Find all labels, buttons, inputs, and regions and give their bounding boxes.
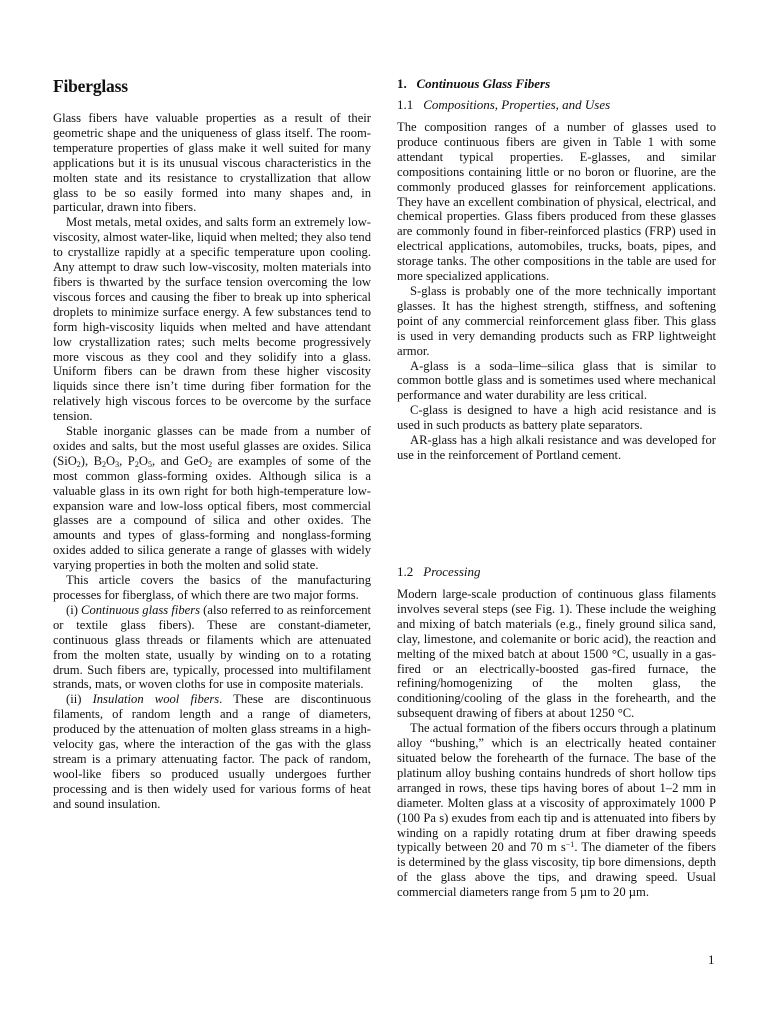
paragraph-a-glass: A-glass is a soda–lime–silica glass that is similar to common bottle glass and is sometimes used where mechanical performance and water durability are less critical. xyxy=(397,358,716,403)
page-title: Fiberglass xyxy=(53,76,128,96)
section-1-2-body xyxy=(397,587,716,900)
paragraph-continuous-fibers: (i) Continuous glass fibers (also referred to as reinforcement or textile glass fibers). These are constant-diameter, continuous glass threads or filaments which are attenuated from the molten state, usually by winding on to a rotating drum. Such fibers are, typically, processed into multifilament strands, mats, or woven cloths for use in composite materials. xyxy=(53,602,371,692)
paragraph-article-scope: This article covers the basics of the manufacturing processes for fiberglass, of which there are two major forms. xyxy=(53,573,371,602)
paragraph-insulation-wool: (ii) Insulation wool fibers. These are discontinuous filaments, of random length and a range of diameters, produced by the attenuation of molten glass streams in a high-velocity gas, where the interaction of the gas with the glass stream is a primary attenuating factor. The pack of random, wool-like fibers so produced usually undergoes further processing and is then widely used for various forms of heat and sound insulation. xyxy=(53,692,371,811)
paragraph-bushing: The actual formation of the fibers occurs through a platinum alloy “bushing,” which is an electrically heated container situated below the forehearth of the furnace. The base of the platinum alloy bushing contains hundreds of short hollow tips arranged in rows, these tips having bores of about 1–2 mm in diameter. Molten glass at a viscosity of approximately 1000 P (100 Pa s) exudes from each tip and is attenuated into fibers by winding on a rapidly rotating drum at fiber drawing speeds typically between 20 and 70 m $s^{-1}$. The diameter of the fibers is determined by the glass viscosity, tip bore dimensions, depth of the glass above the tips, and drawing speed. Usual commercial diameters range from 5 µm to 20 µm. xyxy=(397,721,716,900)
paragraph-processing: Modern large-scale production of continuous glass filaments involves several steps (see Fig. 1). These include the weighing and mixing of batch materials (e.g., finely ground silica sand, clay, limestone, and colemanite or boric acid), the reaction and melting of the mixed batch at about 1500 °C, usually in a gas-fired or an electrically-boosted gas-fired furnace, the refining/homogenizing of the molten glass, the conditioning/cooling of the glass in the forehearth, and the subsequent drawing of fibers at about 1250 °C. xyxy=(397,587,716,721)
paragraph-ar-glass: AR-glass has a high alkali resistance and was developed for use in the reinforcement of Portland cement. xyxy=(397,433,716,462)
paragraph-metals: Most metals, metal oxides, and salts form an extremely low-viscosity, almost water-like, liquid when melted; they also tend to crystallize rapidly at a specific temperature upon cooling. Any attempt to draw such low-viscosity, molten materials into fibers is thwarted by the surface tension overcoming the low viscous forces and causing the fiber to break up into spherical droplets to minimize surface energy. A few substances tend to form high-viscosity liquids when melted and have attendant low crystallization rates; such melts become progressively more viscous as they cool and they solidify into a glass. Uniform fibers can be drawn from these higher viscosity liquids since there isn’t time during fiber formation for the relatively high viscous forces to be overcome by the surface tension. xyxy=(53,215,371,424)
page-number: 1 xyxy=(708,952,715,967)
paragraph-composition: The composition ranges of a number of glasses used to produce continuous fibers are given in Table 1 with some attendant typical properties. E-glasses, and similar compositions containing little or no boron or fluorine, are the commonly produced glasses for reinforcement applications. They have an excellent combination of physical, electrical, and chemical properties. Glass fibers produced from these glasses are commonly found in fiber-reinforced plastics (FRP) used in electrical applications, automobiles, trucks, boats, pipes, and storage tanks. The other compositions in the table are used for more specialized applications. xyxy=(397,120,716,284)
section-1-1-body xyxy=(397,120,716,463)
section-heading-1-2: 1.2 Processing xyxy=(397,564,481,579)
paragraph-s-glass: S-glass is probably one of the more technically important glasses. It has the highest strength, stiffness, and softening point of any commercial reinforcement glass fiber. This glass is used in very demanding products such as FRP lightweight armor. xyxy=(397,283,716,358)
paragraph-c-glass: C-glass is designed to have a high acid resistance and is used in such products as battery plate separators. xyxy=(397,403,716,433)
section-heading-1-1: 1.1 Compositions, Properties, and Uses xyxy=(397,97,611,112)
left-column xyxy=(53,111,371,812)
section-heading-1: 1. Continuous Glass Fibers xyxy=(397,76,551,91)
paragraph-intro: Glass fibers have valuable properties as a result of their geometric shape and the uniqueness of glass itself. The room-temperature properties of glass make it well suited for many applications but it is its unusual viscous characteristics in the molten state and its resistance to crystallization that allow glass to be so easily formed into many shapes and, in particular, drawn into fibers. xyxy=(53,111,371,215)
paragraph-oxides: Stable inorganic glasses can be made from a number of oxides and salts, but the most useful glasses are oxides. Silica (SiO$_2$), $B_2O_3$, $P_2O_5$, and GeO$_2$ are examples of some of the most common glass-forming oxides. Although silica is a valuable glass in its own right for both high-temperature low-expansion ware and low-loss optical fibers, most commercial glasses are a compound of silica and other oxides. The amounts and types of glass-forming and nonglass-forming oxides added to silica generate a range of glasses with widely varying properties in both the molten and solid state. xyxy=(53,424,371,573)
